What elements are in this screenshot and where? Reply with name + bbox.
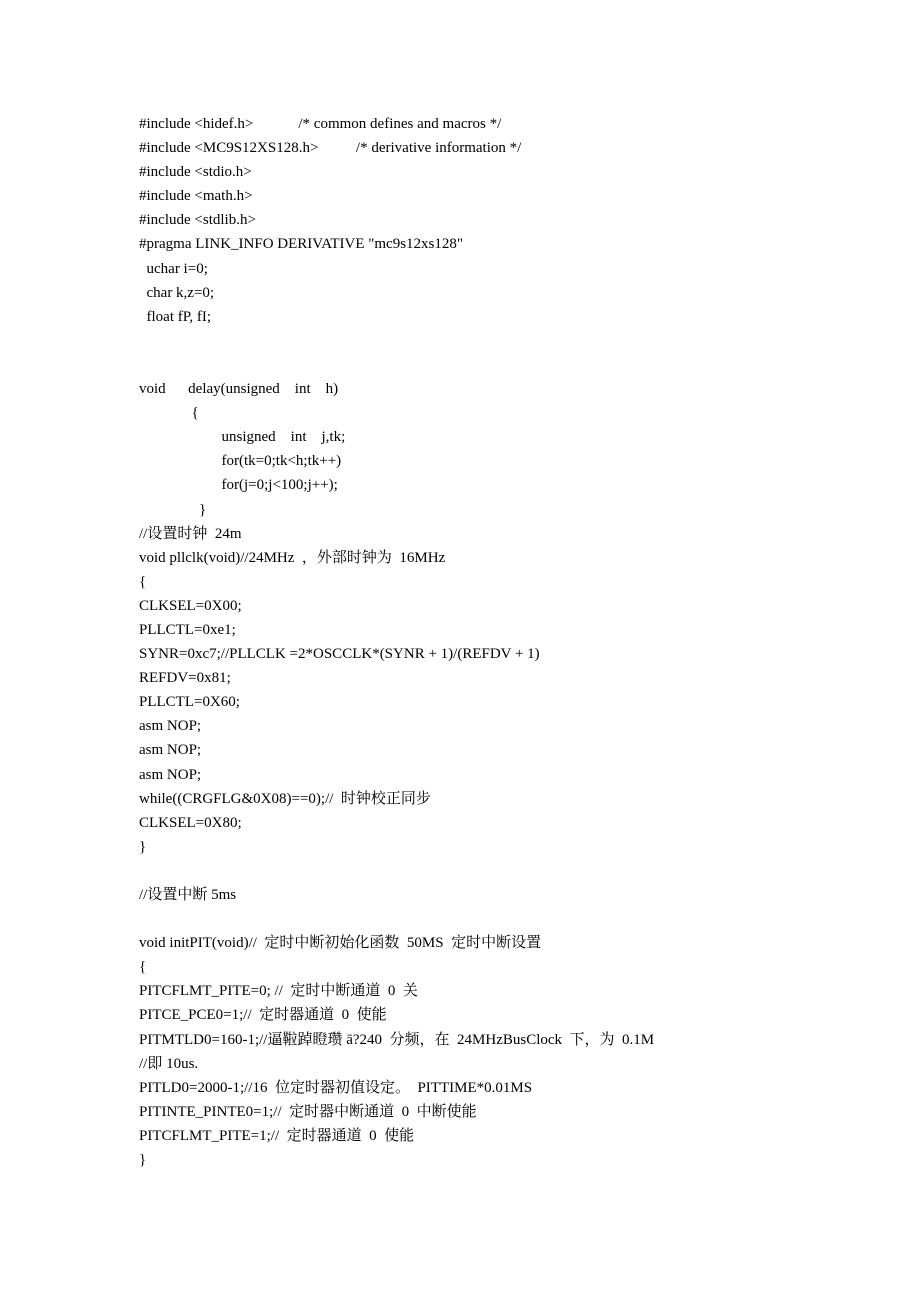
code-line: PITINTE_PINTE0=1;// 定时器中断通道 0 中断使能 <box>139 1103 477 1120</box>
code-line: float fP, fI; <box>139 308 212 325</box>
code-line: } <box>139 501 207 518</box>
code-line: SYNR=0xc7;//PLLCLK =2*OSCCLK*(SYNR + 1)/(REFDV + 1) <box>139 646 540 663</box>
code-line: PITMTLD0=160-1;//逼鞡踔瞪瓒 ā?240 分频，在 24MHzBusClock 下，为 0.1M <box>139 1031 655 1048</box>
code-line: #pragma LINK_INFO DERIVATIVE "mc9s12xs128" <box>139 236 464 253</box>
code-line: for(tk=0;tk<h;tk++) <box>139 453 342 470</box>
code-line: asm NOP; <box>139 766 202 783</box>
blank-line <box>139 859 879 883</box>
code-line: #include <stdlib.h> <box>139 212 256 229</box>
code-line: { <box>139 405 199 422</box>
code-line: PITLD0=2000-1;//16 位定时器初值设定。 PITTIME*0.01MS <box>139 1079 533 1096</box>
code-line: PITCFLMT_PITE=0; // 定时中断通道 0 关 <box>139 983 418 1000</box>
code-line: void initPIT(void)// 定时中断初始化函数 50MS 定时中断设置 <box>139 935 542 952</box>
code-line: #include <stdio.h> <box>139 164 252 181</box>
code-line: while((CRGFLG&0X08)==0);// 时钟校正同步 <box>139 790 431 807</box>
code-line: } <box>139 838 147 855</box>
blank-line <box>139 353 879 377</box>
code-line: //设置中断 5ms <box>139 887 237 903</box>
blank-line <box>139 329 879 353</box>
code-line: { <box>139 573 147 590</box>
code-listing <box>139 112 879 1172</box>
code-line: //即 10us. <box>139 1055 199 1072</box>
code-line: void delay(unsigned int h) <box>139 381 339 398</box>
code-line: CLKSEL=0X00; <box>139 597 242 614</box>
code-line: uchar i=0; <box>139 260 208 277</box>
code-line: { <box>139 959 147 976</box>
code-line: asm NOP; <box>139 742 202 759</box>
code-line: char k,z=0; <box>139 284 215 301</box>
code-line: } <box>139 1152 147 1169</box>
code-line: void pllclk(void)//24MHz ，外部时钟为 16MHz <box>139 549 446 566</box>
code-line: unsigned int j,tk; <box>139 429 346 446</box>
code-line: for(j=0;j<100;j++); <box>139 477 338 494</box>
code-line: REFDV=0x81; <box>139 670 231 687</box>
blank-line <box>139 907 879 931</box>
code-line: #include <MC9S12XS128.h> /* derivative information */ <box>139 140 522 157</box>
code-line: PITCFLMT_PITE=1;// 定时器通道 0 使能 <box>139 1127 415 1144</box>
code-line: PLLCTL=0X60; <box>139 694 240 711</box>
code-line: PITCE_PCE0=1;// 定时器通道 0 使能 <box>139 1007 387 1024</box>
code-line: //设置时钟 24m <box>139 525 242 542</box>
code-line: asm NOP; <box>139 718 202 735</box>
code-line: #include <math.h> <box>139 188 253 205</box>
code-line: CLKSEL=0X80; <box>139 814 242 831</box>
code-line: #include <hidef.h> /* common defines and macros */ <box>139 116 502 132</box>
code-line: PLLCTL=0xe1; <box>139 621 236 638</box>
